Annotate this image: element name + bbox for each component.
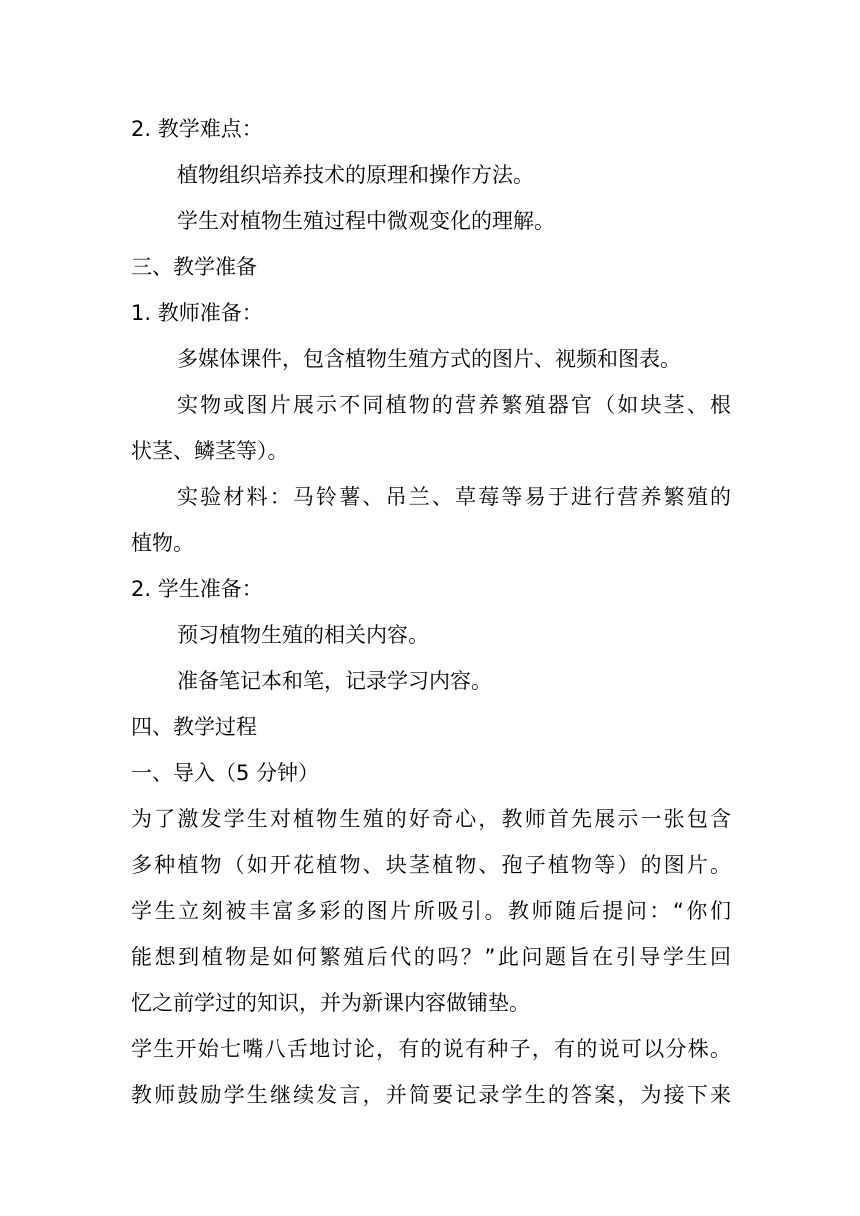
paragraph-line: 实物或图片展示不同植物的营养繁殖器官（如块茎、根 <box>177 393 731 417</box>
section-heading-preparation: 三、教学准备 <box>131 255 257 279</box>
section-heading-process: 四、教学过程 <box>131 715 257 739</box>
paragraph-line: 学生开始七嘴八舌地讨论，有的说有种子，有的说可以分株。 <box>131 1037 731 1061</box>
paragraph-line: 多媒体课件，包含植物生殖方式的图片、视频和图表。 <box>177 347 681 371</box>
paragraph-line: 忆之前学过的知识，并为新课内容做铺垫。 <box>131 991 530 1015</box>
paragraph-line: 实验材料：马铃薯、吊兰、草莓等易于进行营养繁殖的 <box>177 485 731 509</box>
paragraph-line: 状茎、鳞茎等）。 <box>131 439 289 463</box>
paragraph-line: 植物。 <box>131 531 194 555</box>
paragraph-line: 多种植物（如开花植物、块茎植物、孢子植物等）的图片。 <box>131 853 731 877</box>
heading-introduction: 一、导入（5 分钟） <box>131 761 320 785</box>
paragraph-line: 教师鼓励学生继续发言，并简要记录学生的答案，为接下来 <box>131 1083 731 1107</box>
paragraph-line: 学生立刻被丰富多彩的图片所吸引。教师随后提问：“你们 <box>131 899 731 923</box>
heading-teaching-difficulties: 2. 教学难点： <box>131 117 263 141</box>
heading-teacher-preparation: 1. 教师准备： <box>131 301 263 325</box>
paragraph-line: 学生对植物生殖过程中微观变化的理解。 <box>177 209 555 233</box>
paragraph-line: 植物组织培养技术的原理和操作方法。 <box>177 163 534 187</box>
paragraph-line: 准备笔记本和笔，记录学习内容。 <box>177 669 492 693</box>
document-page <box>131 106 731 1118</box>
paragraph-line: 为了激发学生对植物生殖的好奇心，教师首先展示一张包含 <box>131 807 731 831</box>
heading-student-preparation: 2. 学生准备： <box>131 577 263 601</box>
paragraph-line: 预习植物生殖的相关内容。 <box>177 623 429 647</box>
paragraph-line: 能想到植物是如何繁殖后代的吗？”此问题旨在引导学生回 <box>131 945 731 969</box>
